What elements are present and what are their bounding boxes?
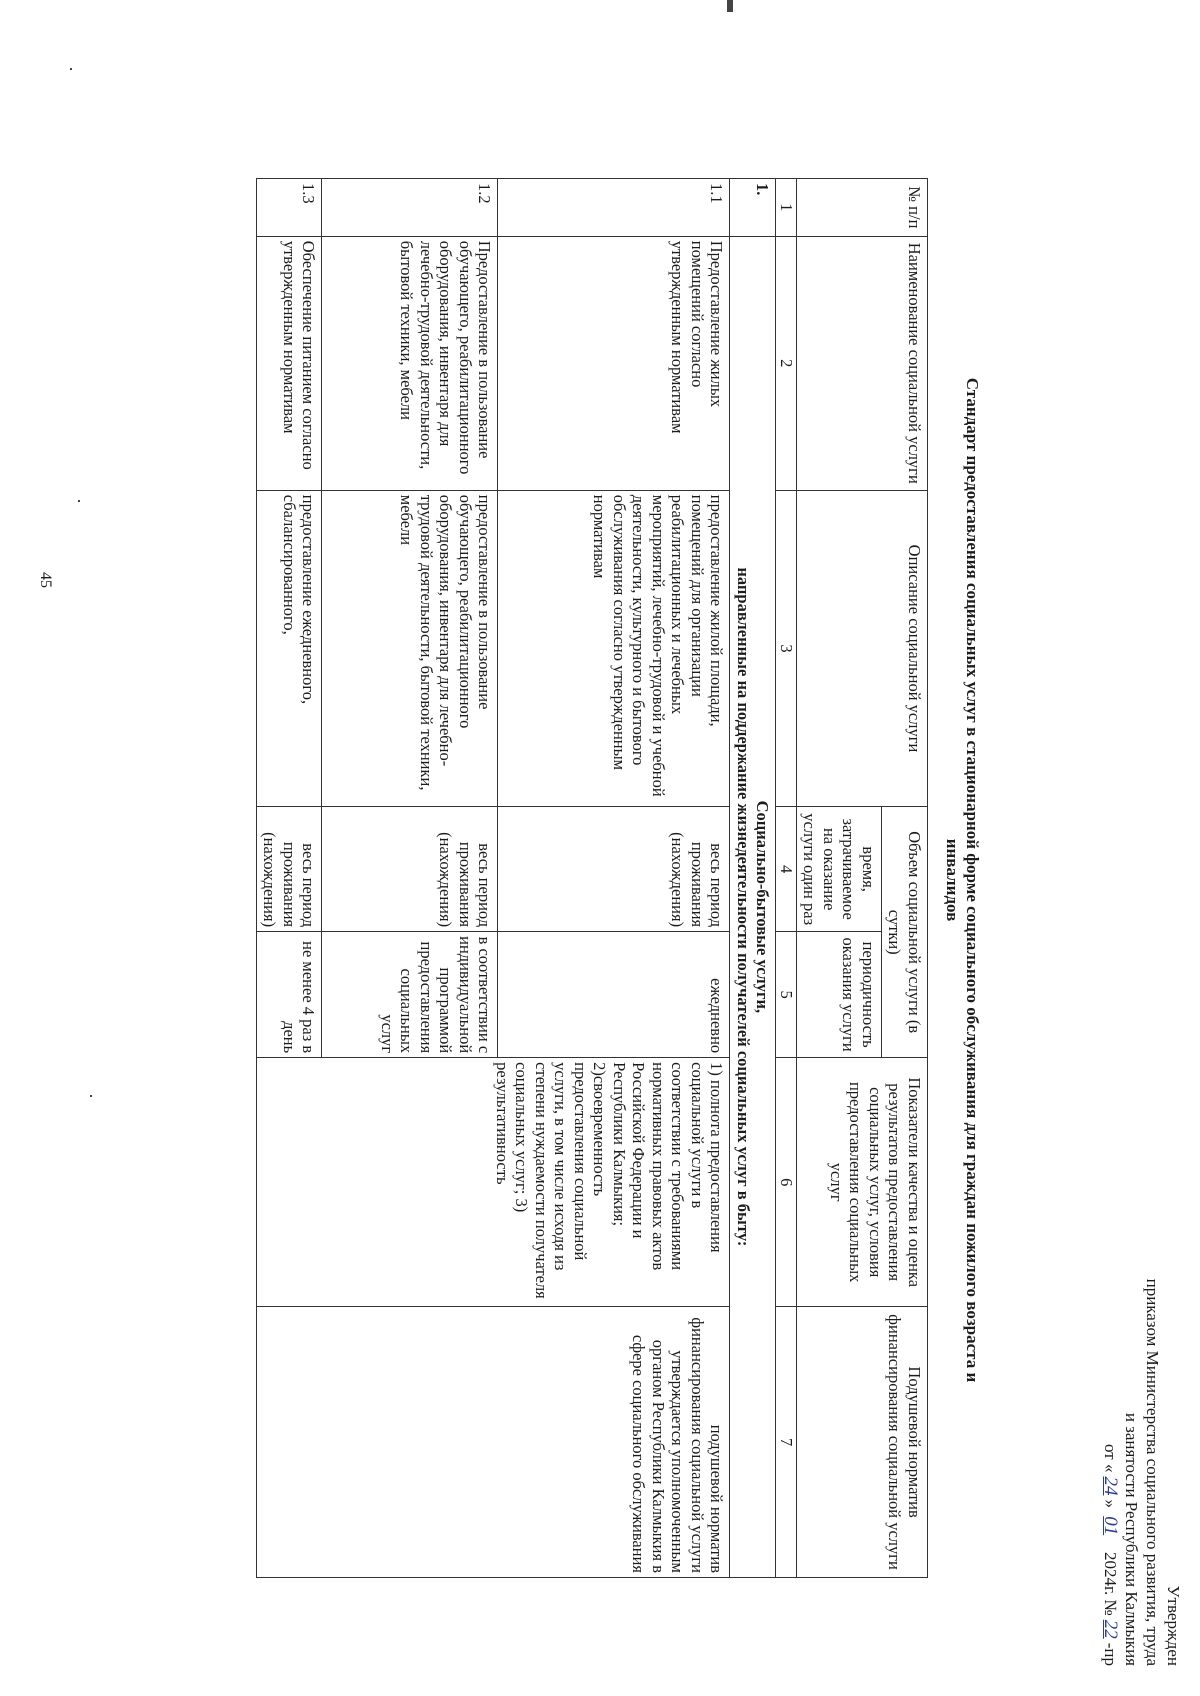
row-description: предоставление жилой площади, помещений для организации реабилитационных и лечебных мероприятий, лечебно-трудовой и учебной деятельности, культурного и бытового обслуживания согласно утвержденным нормативам bbox=[498, 490, 730, 806]
document-title bbox=[942, 190, 982, 1570]
page-number: 45 bbox=[37, 572, 54, 588]
title-line: Стандарт предоставления социальных услуг в стационарной форме социального обслуживания для граждан пожилого возраста и bbox=[963, 377, 982, 1383]
approval-line: Утвержден bbox=[1164, 1585, 1183, 1666]
row-periodicity: в соответствии с индивидуальной программой предоставления социальных услуг bbox=[322, 932, 498, 1058]
row-time: весь период проживания (нахождения) bbox=[322, 807, 498, 932]
header-service-description: Описание социальной услуги bbox=[797, 490, 928, 806]
header-periodicity: периодичность оказания услуги bbox=[797, 932, 882, 1058]
column-number: 7 bbox=[776, 1307, 797, 1578]
section-title-line: направленные на поддержание жизнедеятельности получателей социальных услуг в быту: bbox=[734, 567, 753, 1247]
order-number-handwritten: 22 bbox=[1100, 1619, 1121, 1639]
header-service-name: Наименование социальной услуги bbox=[797, 236, 928, 490]
date-prefix: от « bbox=[1101, 1443, 1120, 1473]
row-description: предоставление в пользование обучающего, реабилитационного оборудования, инвентаря для лечебно-трудовой деятельности, бытовой техники, мебели bbox=[322, 490, 498, 806]
row-service-name: Предоставление в пользование обучающего, реабилитационного оборудования, инвентаря для лечебно-трудовой деятельности, бытовой техники, мебели bbox=[322, 236, 498, 490]
row-financing: подушевой норматив финансирования социальной услуги утверждается уполномоченным органом Республики Калмыкия в сфере социального обслуживания bbox=[257, 1307, 731, 1578]
header-volume-group: Объем социальной услуги (в сутки) bbox=[882, 807, 928, 1058]
row-service-name: Обеспечение питанием согласно утвержденным нормативам bbox=[257, 236, 323, 490]
date-mid: » bbox=[1101, 1499, 1120, 1508]
approval-stamp-block bbox=[1100, 1279, 1184, 1666]
table-header-row bbox=[882, 179, 928, 1578]
services-standard-table bbox=[256, 178, 928, 1578]
row-quality-indicators: 1) полнота предоставления социальной услуги в соответствии с требованиями нормативных правовых актов Российской Федерации и Республики Калмыкия; 2)своевременность предоставления социальной услуги, в том числе исходя из степени нуждаемости получателя социальных услуг; 3) результативность bbox=[257, 1058, 731, 1307]
row-number: 1.3 bbox=[257, 179, 323, 237]
section-title-line: Социально-бытовые услуги, bbox=[753, 800, 773, 1014]
section-number: 1. bbox=[730, 179, 776, 237]
row-description: предоставление ежедневного, сбалансированного, bbox=[257, 490, 323, 806]
date-day-handwritten: 24 bbox=[1100, 1476, 1121, 1496]
approval-date-line bbox=[1100, 1279, 1121, 1666]
header-financing: Подушевой норматив финансирования социальной услуги bbox=[797, 1307, 928, 1578]
header-time: время, затрачиваемое на оказание услуги один раз bbox=[797, 807, 882, 932]
date-month-handwritten: 01 bbox=[1100, 1516, 1121, 1536]
section-title bbox=[730, 236, 776, 1577]
column-number: 2 bbox=[776, 236, 797, 490]
title-line: инвалидов bbox=[943, 838, 962, 922]
approval-line: приказом Министерства социального развития, труда bbox=[1143, 1278, 1162, 1666]
row-number: 1.2 bbox=[322, 179, 498, 237]
table-row bbox=[498, 179, 730, 1578]
column-number: 4 bbox=[776, 807, 797, 932]
section-row bbox=[730, 179, 776, 1578]
row-time: весь период проживания (нахождения) bbox=[257, 807, 323, 932]
row-time: весь период проживания (нахождения) bbox=[498, 807, 730, 932]
column-number: 3 bbox=[776, 490, 797, 806]
row-number: 1.1 bbox=[498, 179, 730, 237]
approval-line: и занятости Республики Калмыкия bbox=[1122, 1412, 1141, 1666]
column-numbering-row bbox=[776, 179, 797, 1578]
header-number: № п/п bbox=[797, 179, 928, 237]
column-number: 1 bbox=[776, 179, 797, 237]
column-number: 5 bbox=[776, 932, 797, 1058]
date-year: 2024г. № bbox=[1101, 1551, 1120, 1616]
date-suffix: -пр bbox=[1101, 1642, 1120, 1666]
row-service-name: Предоставление жилых помещений согласно утвержденным нормативам bbox=[498, 236, 730, 490]
header-quality-indicators: Показатели качества и оценка результатов предоставления социальных услуг, условия предоставления социальных услуг bbox=[797, 1058, 928, 1307]
column-number: 6 bbox=[776, 1058, 797, 1307]
row-periodicity: не менее 4 раз в день bbox=[257, 932, 323, 1058]
row-periodicity: ежедневно bbox=[498, 932, 730, 1058]
